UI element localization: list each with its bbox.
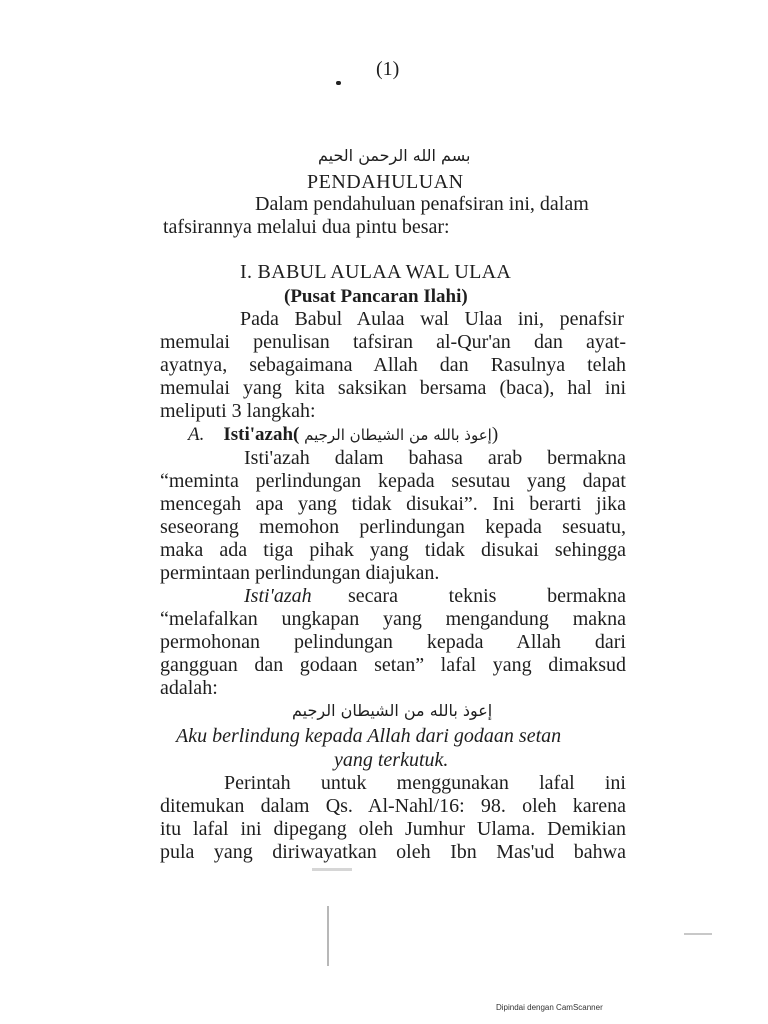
para3-line-4: gangguan dan godaan setan” lafal yang dimaksud (160, 654, 626, 676)
basmalah: بسم الله الرحمن الحيم (318, 146, 471, 165)
scan-speck (312, 868, 352, 871)
para3-line-5: adalah: (160, 677, 218, 699)
para3-line-1-rest: secara teknis bermakna (348, 585, 626, 607)
para1-line-5: meliputi 3 langkah: (160, 400, 316, 422)
translation-line-1: Aku berlindung kepada Allah dari godaan setan (176, 725, 562, 747)
para2-line-2: “meminta perlindungan kepada sesutau yang dapat (160, 470, 626, 492)
page-number: (1) (376, 58, 400, 80)
para1-line-1: Pada Babul Aulaa wal Ulaa ini, penafsir (240, 308, 624, 330)
para1-line-2: memulai penulisan tafsiran al-Qur'an dan ayat- (160, 331, 626, 353)
para3-line-2: “melafalkan ungkapan yang mengandung makna (160, 608, 626, 630)
para2-line-3: mencegah apa yang tidak disukai”. Ini berarti jika (160, 493, 626, 515)
para4-line-4: pula yang diriwayatkan oleh Ibn Mas'ud bahwa (160, 841, 626, 863)
section-heading: I. BABUL AULAA WAL ULAA (240, 261, 512, 283)
para4-line-3: itu lafal ini dipegang oleh Jumhur Ulama. Demikian (160, 818, 626, 840)
list-item-a (188, 424, 498, 446)
ink-dot (336, 81, 341, 85)
para4-line-2: ditemukan dalam Qs. Al-Nahl/16: 98. oleh karena (160, 795, 626, 817)
para2-line-5: maka ada tiga pihak yang tidak disukai sehingga (160, 539, 626, 561)
scan-artifact-line (327, 906, 329, 966)
item-letter: A. (188, 424, 205, 445)
para1-line-4: memulai yang kita saksikan bersama (baca), hal ini (160, 377, 626, 399)
para2-line-1: Isti'azah dalam bahasa arab bermakna (244, 447, 626, 469)
scan-artifact-mark (684, 933, 712, 935)
translation-line-2: yang terkutuk. (334, 749, 449, 771)
para2-line-6: permintaan perlindungan diajukan. (160, 562, 440, 584)
para2-line-4: seseorang memohon perlindungan kepada sesuatu, (160, 516, 626, 538)
para4-line-1: Perintah untuk menggunakan lafal ini (224, 772, 626, 794)
item-close: ) (491, 424, 499, 445)
scanner-credit: Dipindai dengan CamScanner (496, 1003, 603, 1012)
item-term: Isti'azah( (223, 424, 300, 445)
taawudh-arabic: إعوذ بالله من الشيطان الرجيم (292, 701, 493, 720)
page-title: PENDAHULUAN (307, 171, 464, 193)
para3-term: Isti'azah (244, 585, 312, 607)
para1-line-3: ayatnya, sebagaimana Allah dan Rasulnya telah (160, 354, 626, 376)
section-subheading: (Pusat Pancaran Ilahi) (284, 286, 468, 307)
intro-line-2: tafsirannya melalui dua pintu besar: (163, 216, 450, 238)
intro-line-1: Dalam pendahuluan penafsiran ini, dalam (255, 193, 589, 215)
para3-line-3: permohonan pelindungan kepada Allah dari (160, 631, 626, 653)
item-arabic: إعوذ بالله من الشيطان الرجيم (304, 426, 492, 444)
